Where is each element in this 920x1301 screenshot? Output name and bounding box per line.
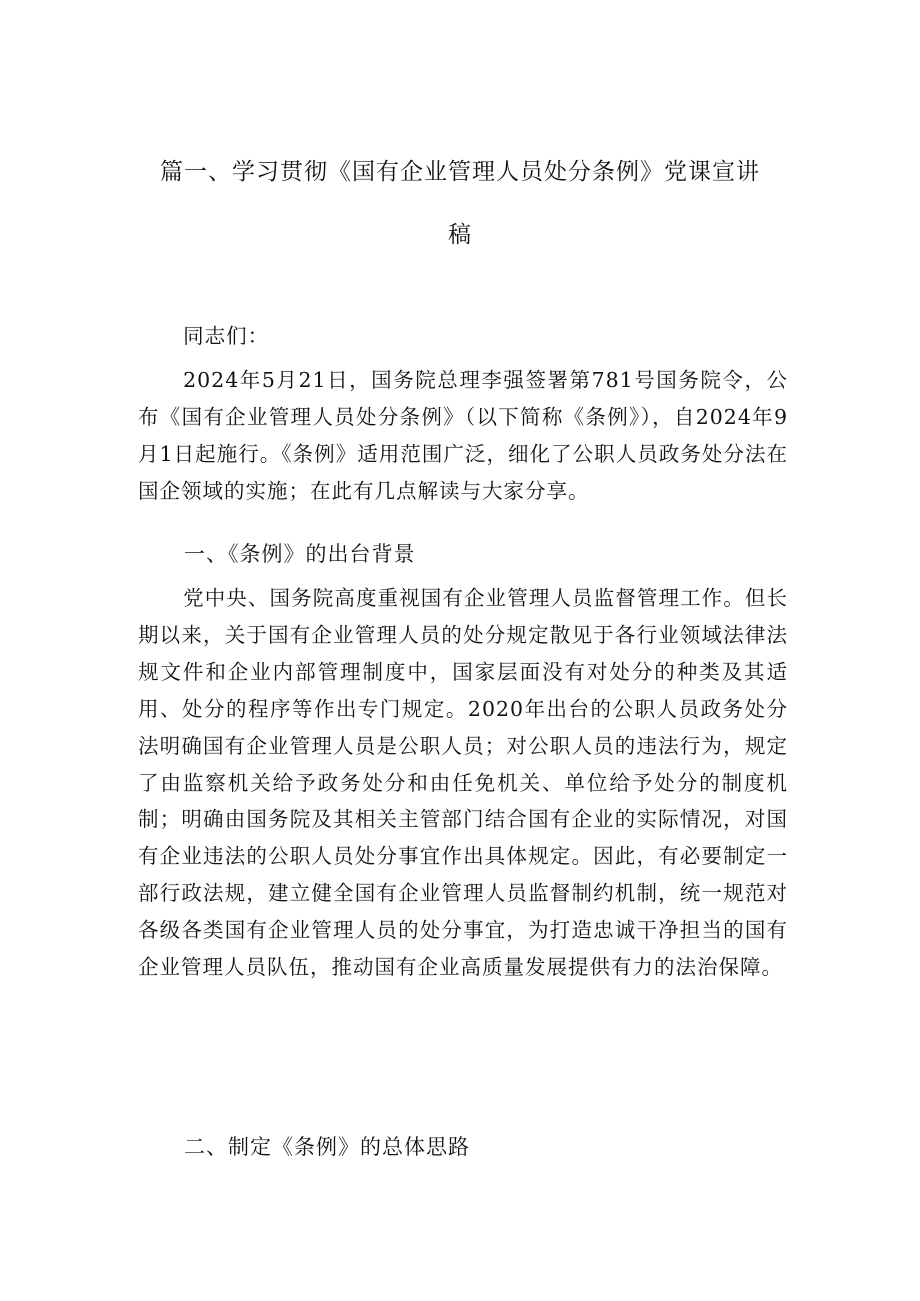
- section-1-paragraph: 党中央、国务院高度重视国有企业管理人员监督管理工作。但长期以来，关于国有企业管理人员的处分规定散见于各行业领域法律法规文件和企业内部管理制度中，国家层面没有对处分的种类及其适用、处分的程序等作出专门规定。2020年出台的公职人员政务处分法明确国有企业管理人员是公职人员；对公职人员的违法行为，规定了由监察机关给予政务处分和由任免机关、单位给予处分的制度机制；明确由国务院及其相关主管部门结合国有企业的实际情况，对国有企业违法的公职人员处分事宜作出具体规定。因此，有必要制定一部行政法规，建立健全国有企业管理人员监督制约机制，统一规范对各级各类国有企业管理人员的处分事宜，为打造忠诚干净担当的国有企业管理人员队伍，推动国有企业高质量发展提供有力的法治保障。: [138, 586, 788, 980]
- document-title-line-1: 篇一、学习贯彻《国有企业管理人员处分条例》党课宣讲: [160, 159, 760, 185]
- section-1-heading: 一、《条例》的出台背景: [184, 542, 416, 566]
- salutation: 同志们：: [183, 324, 270, 348]
- document-title-line-2: 稿: [448, 222, 472, 248]
- section-2-heading: 二、制定《条例》的总体思路: [184, 1135, 470, 1159]
- intro-paragraph: 2024年5月21日，国务院总理李强签署第781号国务院令，公布《国有企业管理人员处分条例》（以下简称《条例》），自2024年9月1日起施行。《条例》适用范围广泛，细化了公职人员政务处分法在国企领域的实施；在此有几点解读与大家分享。: [138, 368, 788, 503]
